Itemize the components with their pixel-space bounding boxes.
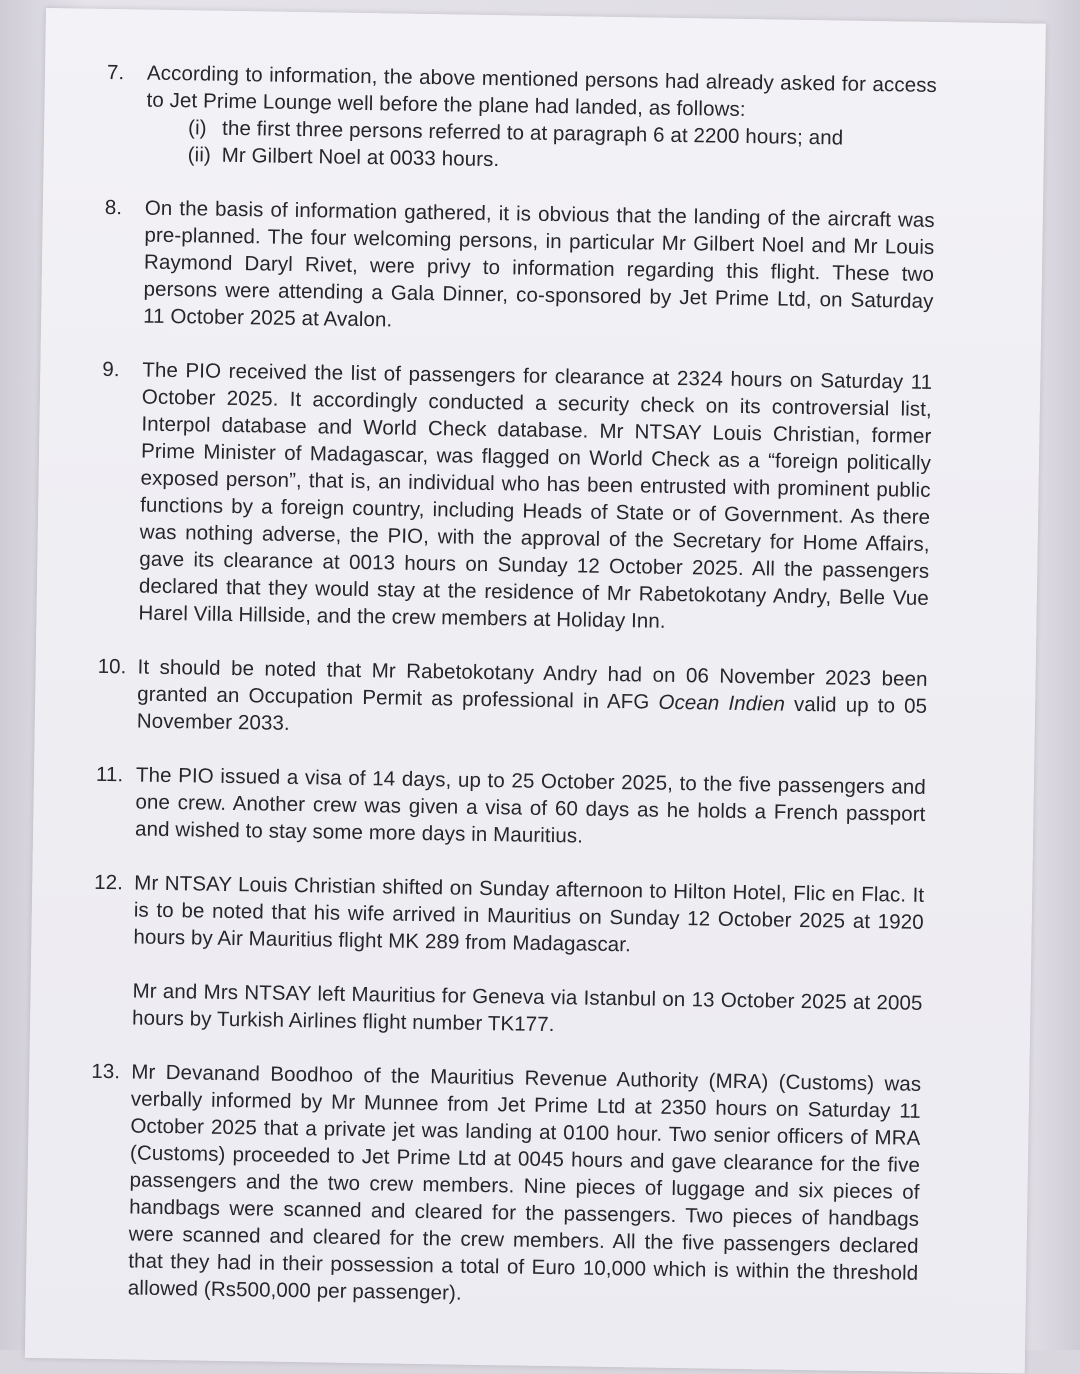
paragraph-number: 7. [106, 60, 125, 85]
paragraph-7 [106, 59, 938, 180]
paragraph-text-part: It should be noted that Mr Rabetokotany Andry had on 06 November 2023 been granted an Occupation Permit as professional in AFG [137, 655, 928, 714]
paragraph-9 [98, 356, 932, 639]
paragraph-number: 11. [95, 762, 124, 787]
paragraph-text-part: valid up to 05 November 2033. [136, 692, 928, 735]
company-name-italic: Ocean Indien [658, 690, 786, 716]
paragraph-text: On the basis of information gathered, it is obvious that the landing of the aircraft was pre-planned. The four welcoming persons, in particular Mr Gilbert Noel and Mr Louis Raymond Daryl Rivet, were privy to information regarding this flight. These two persons were attending a Gala Dinner, co-sponsored by Jet Prime Ltd, on Saturday 11 October 2025 at Avalon. [142, 196, 935, 332]
paragraph-text: Mr NTSAY Louis Christian shifted on Sunday afternoon to Hilton Hotel, Flic en Flac. It is to be noted that his wife arrived in Mauritius on Sunday 12 October 2025 at 1920 hours by Air Mauritius flight MK 289 from Madagascar. [133, 871, 925, 957]
paragraph-10 [97, 653, 928, 747]
list-marker: (i) [187, 116, 207, 140]
paragraph-12 [93, 869, 924, 963]
list-item-text: Mr Gilbert Noel at 0033 hours. [221, 143, 500, 172]
list-marker: (ii) [187, 143, 212, 167]
paragraph-text [137, 654, 928, 747]
sub-list [146, 114, 937, 180]
paragraph-number: 10. [97, 654, 127, 679]
paragraph-text: The PIO issued a visa of 14 days, up to 25 October 2025, to the five passengers and one crew. Another crew was given a visa of 60 days as he holds a French passport and wished to stay some more days in Mauritius. [134, 763, 927, 848]
paragraph-text: According to information, the above mentioned persons had already asked for access to Jet Prime Lounge well before the plane had landed, as follows: [146, 61, 938, 121]
paragraph-number: 9. [102, 357, 120, 382]
paragraph-text: Mr Devanand Boodhoo of the Mauritius Revenue Authority (MRA) (Customs) was verbally informed by Mr Munnee from Jet Prime Ltd at 2350 hours on Saturday 11 October 2025 that a private jet was landing at 0100 hour. Two senior officers of MRA (Customs) proceeded to Jet Prime Ltd at 0045 hours and gave clearance for the five passengers and the two crew members. Nine pieces of luggage and six pieces of handbags were scanned and cleared for the passengers. Two pieces of handbags were scanned and cleared for the crew members. All the five passengers declared that they had in their possession a total of Euro 10,000 which is within the threshold allowed (Rs500,000 per passenger). [127, 1060, 922, 1305]
list-item-text: the first three persons referred to at paragraph 6 at 2200 hours; and [221, 116, 844, 150]
paragraph-12-continuation: Mr and Mrs NTSAY left Mauritius for Geneva via Istanbul on 13 October 2025 at 2005 hours by Turkish Airlines flight number TK177. [131, 979, 923, 1037]
paragraph-13 [88, 1058, 922, 1314]
paragraph-number: 8. [104, 195, 123, 220]
paragraph-8 [103, 194, 935, 342]
paragraph-number: 13. [91, 1059, 121, 1084]
document-page [25, 8, 1046, 1374]
paragraph-11 [95, 761, 926, 855]
paragraph-number: 12. [94, 870, 124, 895]
document-body [87, 59, 937, 1341]
paragraph-text: The PIO received the list of passengers for clearance at 2324 hours on Saturday 11 October 2025. It accordingly conducted a security check on its controversial list, Interpol database and World Check database. Mr NTSAY Louis Christian, former Prime Minister of Madagascar, was flagged on World Check as a “foreign politically exposed person”, that is, an individual who has been entrusted with prominent public functions by a foreign country, including Heads of State or of Government. As there was nothing adverse, the PIO, with the approval of the Secretary for Home Affairs, gave its clearance at 0013 hours on Sunday 12 October 2025. All the passengers declared that they would stay at the residence of Mr Rabetokotany Andry, Belle Vue Harel Villa Hillside, and the crew members at Holiday Inn. [138, 358, 933, 633]
